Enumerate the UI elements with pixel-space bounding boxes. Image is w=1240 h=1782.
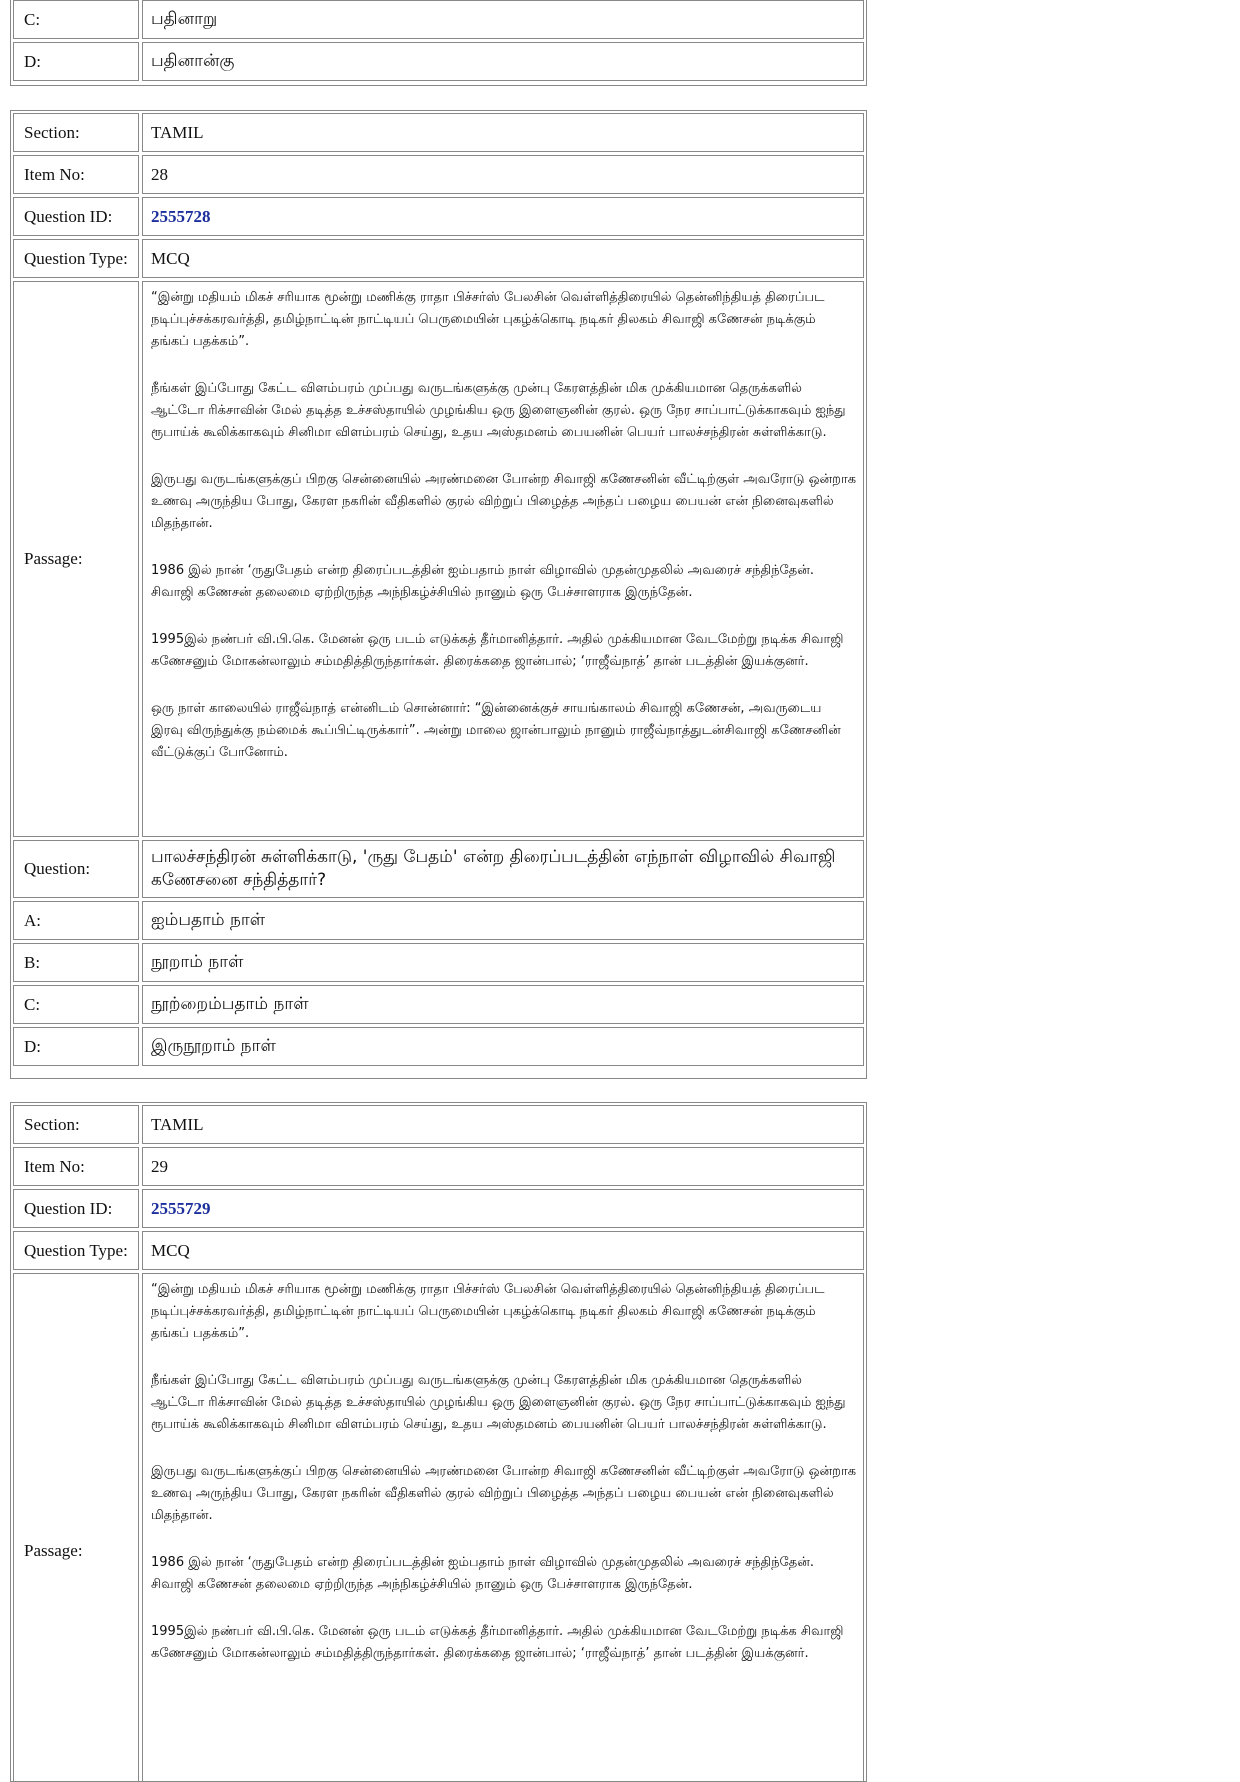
item-no-label: Item No: xyxy=(13,1147,139,1186)
passage-paragraph: “இன்று மதியம் மிகச் சரியாக மூன்று மணிக்கு ராதா பிச்சர்ஸ் பேலசின் வெள்ளித்திரையில் தென்னிந்தியத் திரைப்பட நடிப்புச்சக்கரவர்த்தி, தமிழ்நாட்டின் நாட்டியப் பெருமையின் புகழ்க்கொடி நடிகர் திலகம் சிவாஜி கணேசன் நடிக்கும் தங்கப் பதக்கம்”. xyxy=(151,1282,825,1341)
option-value: நூற்றைம்பதாம் நாள் xyxy=(142,985,864,1024)
question-type-row xyxy=(13,1231,864,1270)
option-row-a xyxy=(13,901,864,940)
question-row xyxy=(13,840,864,898)
question-block-previous xyxy=(10,0,867,86)
option-row-d xyxy=(13,1027,864,1066)
question-block-28 xyxy=(10,110,867,1079)
passage-row xyxy=(13,1273,864,1782)
question-id-row xyxy=(13,1189,864,1228)
question-label: Question: xyxy=(13,840,139,898)
passage-row xyxy=(13,281,864,837)
passage-text xyxy=(142,1273,864,1782)
item-no-label: Item No: xyxy=(13,155,139,194)
passage-paragraph: இருபது வருடங்களுக்குப் பிறகு சென்னையில் அரண்மனை போன்ற சிவாஜி கணேசனின் வீட்டிற்குள் அவரோடு ஒன்றாக உணவு அருந்திய போது, கேரள நகரின் வீதிகளில் குரல் விற்றுப் பிழைத்த அந்தப் பழைய பையன் என் நினைவுகளில் மிதந்தான். xyxy=(151,1464,857,1523)
question-id-label: Question ID: xyxy=(13,1189,139,1228)
passage-paragraph: 1986 இல் நான் ‘ருதுபேதம் என்ற திரைப்படத்தின் ஐம்பதாம் நாள் விழாவில் முதன்முதலில் அவரைச் சந்திந்தேன். சிவாஜி கணேசன் தலைமை ஏற்றிருந்த அந்நிகழ்ச்சியில் நானும் ஒரு பேச்சாளராக இருந்தேன். xyxy=(151,563,814,600)
passage-paragraph: 1995இல் நண்பர் வி.பி.கெ. மேனன் ஒரு படம் எடுக்கத் தீர்மானித்தார். அதில் முக்கியமான வேடமேற்று நடிக்க சிவாஜி கணேசனும் மோகன்லாலும் சம்மதித்திருந்தார்கள். திரைக்கதை ஜான்பால்; ‘ராஜீவ்நாத்’ தான் படத்தின் இயக்குனர். xyxy=(151,632,844,669)
question-type-label: Question Type: xyxy=(13,239,139,278)
section-row xyxy=(13,113,864,152)
option-label: C: xyxy=(13,985,139,1024)
question-type-value: MCQ xyxy=(142,239,864,278)
question-id-value: 2555729 xyxy=(142,1189,864,1228)
option-value: ஐம்பதாம் நாள் xyxy=(142,901,864,940)
passage-paragraph: ஒரு நாள் காலையில் ராஜீவ்நாத் என்னிடம் சொன்னார்: “இன்னைக்குச் சாயங்காலம் சிவாஜி கணேசன், அவருடைய இரவு விருந்துக்கு நம்மைக் கூப்பிட்டிருக்கார்”. அன்று மாலை ஜான்பாலும் நானும் ராஜீவ்நாத்துடன்சிவாஜி கணேசனின் வீட்டுக்குப் போனோம். xyxy=(151,701,841,760)
passage-paragraph: நீங்கள் இப்போது கேட்ட விளம்பரம் முப்பது வருடங்களுக்கு முன்பு கேரளத்தின் மிக முக்கியமான தெருக்களில் ஆட்டோ ரிக்சாவின் மேல் தடித்த உச்சஸ்தாயில் முழங்கிய ஒரு இளைஞனின் குரல். ஒரு நேர சாப்பாட்டுக்காகவும் ஐந்து ரூபாய்க் கூலிக்காகவும் சினிமா விளம்பரம் செய்து, உதய அஸ்தமனம் பையனின் பெயர் பாலச்சந்திரன் சுள்ளிக்காடு. xyxy=(151,1373,846,1432)
passage-label: Passage: xyxy=(13,1273,139,1782)
section-row xyxy=(13,1105,864,1144)
passage-paragraph: இருபது வருடங்களுக்குப் பிறகு சென்னையில் அரண்மனை போன்ற சிவாஜி கணேசனின் வீட்டிற்குள் அவரோடு ஒன்றாக உணவு அருந்திய போது, கேரள நகரின் வீதிகளில் குரல் விற்றுப் பிழைத்த அந்தப் பழைய பையன் என் நினைவுகளில் மிதந்தான். xyxy=(151,472,857,531)
section-value: TAMIL xyxy=(142,1105,864,1144)
item-no-value: 29 xyxy=(142,1147,864,1186)
passage-paragraph: 1986 இல் நான் ‘ருதுபேதம் என்ற திரைப்படத்தின் ஐம்பதாம் நாள் விழாவில் முதன்முதலில் அவரைச் சந்திந்தேன். சிவாஜி கணேசன் தலைமை ஏற்றிருந்த அந்நிகழ்ச்சியில் நானும் ஒரு பேச்சாளராக இருந்தேன். xyxy=(151,1555,814,1592)
section-label: Section: xyxy=(13,113,139,152)
section-value: TAMIL xyxy=(142,113,864,152)
option-label: D: xyxy=(13,42,139,81)
option-row-d xyxy=(13,42,864,81)
passage-label: Passage: xyxy=(13,281,139,837)
question-type-value: MCQ xyxy=(142,1231,864,1270)
item-no-value: 28 xyxy=(142,155,864,194)
option-label: B: xyxy=(13,943,139,982)
option-label: D: xyxy=(13,1027,139,1066)
question-type-label: Question Type: xyxy=(13,1231,139,1270)
passage-paragraph: 1995இல் நண்பர் வி.பி.கெ. மேனன் ஒரு படம் எடுக்கத் தீர்மானித்தார். அதில் முக்கியமான வேடமேற்று நடிக்க சிவாஜி கணேசனும் மோகன்லாலும் சம்மதித்திருந்தார்கள். திரைக்கதை ஜான்பால்; ‘ராஜீவ்நாத்’ தான் படத்தின் இயக்குனர். xyxy=(151,1624,844,1661)
option-value: பதினாறு xyxy=(142,0,864,39)
question-text: பாலச்சந்திரன் சுள்ளிக்காடு, 'ருது பேதம்' என்ற திரைப்படத்தின் எந்நாள் விழாவில் சிவாஜி கணேசனை சந்தித்தார்? xyxy=(142,840,864,898)
question-type-row xyxy=(13,239,864,278)
question-id-label: Question ID: xyxy=(13,197,139,236)
option-value: நூறாம் நாள் xyxy=(142,943,864,982)
question-id-row xyxy=(13,197,864,236)
passage-paragraph: “இன்று மதியம் மிகச் சரியாக மூன்று மணிக்கு ராதா பிச்சர்ஸ் பேலசின் வெள்ளித்திரையில் தென்னிந்தியத் திரைப்பட நடிப்புச்சக்கரவர்த்தி, தமிழ்நாட்டின் நாட்டியப் பெருமையின் புகழ்க்கொடி நடிகர் திலகம் சிவாஜி கணேசன் நடிக்கும் தங்கப் பதக்கம்”. xyxy=(151,290,825,349)
section-label: Section: xyxy=(13,1105,139,1144)
option-row-b xyxy=(13,943,864,982)
option-label: C: xyxy=(13,0,139,39)
question-id-value: 2555728 xyxy=(142,197,864,236)
option-row-c xyxy=(13,985,864,1024)
passage-text xyxy=(142,281,864,837)
item-no-row xyxy=(13,155,864,194)
item-no-row xyxy=(13,1147,864,1186)
question-block-29 xyxy=(10,1102,867,1782)
option-value: பதினான்கு xyxy=(142,42,864,81)
passage-paragraph: நீங்கள் இப்போது கேட்ட விளம்பரம் முப்பது வருடங்களுக்கு முன்பு கேரளத்தின் மிக முக்கியமான தெருக்களில் ஆட்டோ ரிக்சாவின் மேல் தடித்த உச்சஸ்தாயில் முழங்கிய ஒரு இளைஞனின் குரல். ஒரு நேர சாப்பாட்டுக்காகவும் ஐந்து ரூபாய்க் கூலிக்காகவும் சினிமா விளம்பரம் செய்து, உதய அஸ்தமனம் பையனின் பெயர் பாலச்சந்திரன் சுள்ளிக்காடு. xyxy=(151,381,846,440)
option-value: இருநூறாம் நாள் xyxy=(142,1027,864,1066)
option-row-c xyxy=(13,0,864,39)
option-label: A: xyxy=(13,901,139,940)
